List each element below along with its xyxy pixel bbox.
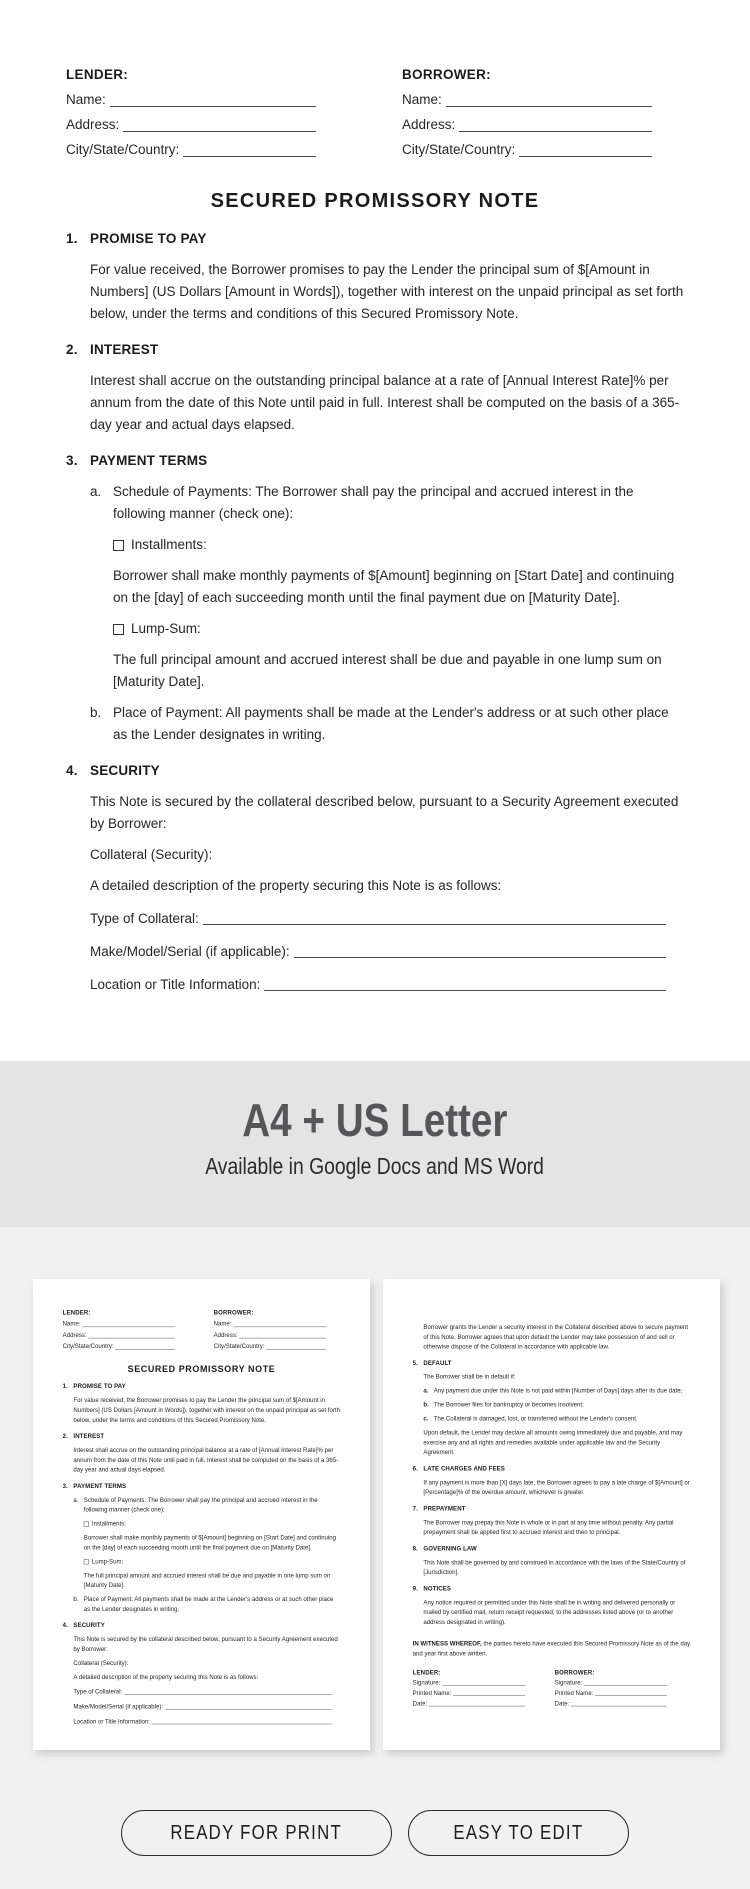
item-text: Place of Payment: All payments shall be made at the Lender's address or at such other place as the Lender designates in writing. [113,705,669,742]
address-blank-line[interactable] [459,112,652,132]
signature-blank-line[interactable] [442,1678,525,1686]
installments-body: Borrower shall make monthly payments of $[Amount] beginning on [Start Date] and continuing on the [day] of each succeeding month until the final payment due on [Maturity Date]. [83,1534,336,1551]
address-blank-line[interactable] [239,1329,326,1338]
lender-label: LENDER: [62,1309,91,1316]
section-number: 4. [62,1621,68,1629]
section-title: LATE CHARGES AND FEES [423,1465,505,1472]
section-number: 7. [412,1504,418,1512]
signature-blank-line[interactable] [584,1678,667,1686]
collateral-label: Collateral (Security): [73,1659,129,1667]
borrower-name-row [214,1318,326,1329]
item-text: Schedule of Payments: The Borrower shall pay the principal and accrued interest in the following manner (check one): [83,1496,318,1514]
lender-city-row [66,137,316,162]
lumpsum-body: The full principal amount and accrued interest shall be due and payable in one lump sum on [Maturity Date]. [83,1571,331,1589]
city-blank-line[interactable] [115,1341,175,1350]
item-letter: b. [423,1401,429,1408]
collateral-description: A detailed description of the property securing this Note is as follows: [90,878,502,893]
signature-blocks [413,1668,691,1709]
type-of-collateral-row [73,1687,332,1697]
make-model-serial-label: Make/Model/Serial (if applicable): [73,1703,164,1710]
witness-rest: the parties hereto have executed this Secured Promissory Note as of the day and year first above written. [412,1640,691,1657]
page-thumbnails [33,1279,720,1750]
borrower-label: BORROWER: [554,1668,595,1676]
section-title: INTEREST [73,1432,105,1440]
printed-name-label: Printed Name: [554,1689,594,1697]
document-title: SECURED PROMISSORY NOTE [127,1364,276,1375]
lender-address-row [63,1329,175,1340]
lender-name-row [66,87,316,112]
type-blank-line[interactable] [203,908,666,925]
lender-label: LENDER: [412,1668,441,1676]
date-label: Date: [412,1699,428,1707]
checkbox-icon[interactable] [84,1521,89,1526]
document-title: SECURED PROMISSORY NOTE [210,190,540,212]
section-8-heading [413,1544,691,1554]
section-title: GOVERNING LAW [423,1544,477,1552]
lumpsum-body: The full principal amount and accrued interest shall be due and payable in one lump sum on [Maturity Date]. [113,652,662,689]
date-blank-line[interactable] [571,1698,667,1706]
signature-label: Signature: [412,1679,441,1687]
checkbox-icon[interactable] [84,1559,89,1564]
item-text: Place of Payment: All payments shall be made at the Lender's address or at such other place as the Lender designates in writing. [83,1595,334,1613]
borrower-block [402,62,652,162]
schedule-of-payments-item [90,481,684,525]
location-title-row [73,1717,332,1727]
page2-thumbnail [383,1279,720,1750]
printed-name-row [413,1688,525,1698]
address-label: Address: [402,117,456,132]
borrower-city-row [402,137,652,162]
city-label: City/State/Country: [402,142,516,157]
city-blank-line[interactable] [183,137,316,157]
section-5-heading [413,1358,691,1368]
installments-option [113,534,684,556]
name-label: Name: [66,92,106,107]
banner-title: A4 + US Letter [242,1094,508,1146]
lender-city-row [63,1341,175,1352]
section-title: PROMISE TO PAY [73,1382,126,1390]
section-number: 1. [62,1382,68,1390]
default-item-c [423,1414,690,1424]
location-title-label: Location or Title Information: [90,977,261,992]
section-title: DEFAULT [423,1359,452,1367]
section-3-heading [66,450,684,472]
section-1-body: For value received, the Borrower promises to pay the Lender the principal sum of $[Amount in Numbers] (US Dollars [Amount in Words]), together with interest on the unpaid principal as set forth below, under the terms and conditions of this Secured Promissory Note. [90,262,684,321]
section-number: 1. [66,231,78,246]
item-letter: b. [90,705,102,720]
lender-signature-block [413,1668,525,1709]
address-label: Address: [66,117,120,132]
witness-clause [413,1639,691,1659]
section-title: INTEREST [90,342,159,357]
signature-row [413,1678,525,1688]
witness-bold: IN WITNESS WHEREOF, [412,1640,482,1647]
lender-address-row [66,112,316,137]
address-blank-line[interactable] [123,112,316,132]
type-of-collateral-row [90,908,666,930]
name-label: Name: [402,92,442,107]
section-4-body: This Note is secured by the collateral described below, pursuant to a Security Agreement executed by Borrower: [73,1635,338,1653]
location-title-label: Location or Title Information: [73,1717,150,1725]
section-title: NOTICES [423,1584,452,1592]
section-6-body: If any payment is more than [X] days late, the Borrower agrees to pay a late charge of $[Amount] or [Percentage]% of the overdue amount, whichever is greater. [423,1478,690,1496]
page1-content [33,1279,370,1727]
name-blank-line[interactable] [110,87,316,107]
make-model-serial-row [73,1702,332,1712]
lumpsum-option [113,618,684,640]
section-title: SECURITY [90,763,160,778]
collateral-description: A detailed description of the property securing this Note is as follows: [73,1673,259,1681]
printed-name-row [555,1688,667,1698]
footer-badges [0,1810,750,1856]
name-blank-line[interactable] [446,87,652,107]
section-6-heading [413,1464,691,1474]
installments-option [84,1519,341,1529]
section-7-heading [413,1504,691,1514]
section-number: 9. [412,1584,418,1592]
section-title: PREPAYMENT [423,1504,466,1512]
item-letter: c. [423,1415,429,1422]
borrower-city-row [214,1341,326,1352]
format-banner [0,1061,750,1227]
section-title: PAYMENT TERMS [90,453,208,468]
make-blank-line[interactable] [294,941,666,958]
city-blank-line[interactable] [266,1341,326,1350]
section-4-heading [63,1620,341,1630]
item-letter: a. [423,1387,429,1395]
type-of-collateral-label: Type of Collateral: [73,1688,123,1696]
default-item-a [423,1386,690,1396]
name-label: Name: [62,1320,81,1328]
address-blank-line[interactable] [88,1329,175,1338]
printed-name-blank-line[interactable] [453,1688,525,1696]
lender-block [63,1307,175,1352]
lender-block [66,62,316,162]
section-4-body: This Note is secured by the collateral described below, pursuant to a Security Agreement executed by Borrower: [90,794,679,831]
section-title: PROMISE TO PAY [90,231,207,246]
document-page-2 [383,1279,720,1749]
section-number: 2. [66,342,78,357]
banner-subtitle: Available in Google Docs and MS Word [205,1153,545,1179]
parties-header [63,1307,341,1352]
make-model-serial-row [90,941,666,963]
section-number: 6. [412,1465,418,1472]
section-2-heading [66,339,684,361]
item-letter: a. [90,484,102,499]
collateral-label: Collateral (Security): [90,847,213,862]
item-text: Schedule of Payments: The Borrower shall pay the principal and accrued interest in the following manner (check one): [113,484,634,521]
section-2-body: Interest shall accrue on the outstanding principal balance at a rate of [Annual Interest Rate]% per annum from the date of this Note until paid in full. Interest shall be computed on the basis of a 365-day year and actual days elapsed. [73,1446,339,1474]
item-text: Any payment due under this Note is not paid within [Number of Days] days after its due date; [433,1387,683,1395]
default-item-b [423,1400,690,1410]
section-1-heading [66,228,684,250]
installments-body: Borrower shall make monthly payments of $[Amount] beginning on [Start Date] and continuing on the [day] of each succeeding month until the final payment due on [Maturity Date]. [113,568,675,605]
location-blank-line[interactable] [152,1717,332,1725]
installments-label: Installments: [131,537,207,552]
parties-header [66,62,684,162]
lender-name-row [63,1318,175,1329]
name-label: Name: [213,1320,232,1328]
item-text: The Borrower files for bankruptcy or becomes insolvent; [433,1401,584,1408]
date-row [555,1698,667,1708]
section-number: 3. [66,453,78,468]
city-label: City/State/Country: [62,1342,114,1350]
section-title: PAYMENT TERMS [73,1482,127,1490]
lumpsum-option [84,1557,341,1567]
document-page-1 [33,1279,370,1749]
section-number: 4. [66,763,78,778]
name-blank-line[interactable] [233,1318,326,1327]
lender-label: LENDER: [66,67,129,82]
section-4-heading [66,760,684,782]
address-label: Address: [62,1331,87,1339]
borrower-signature-block [555,1668,667,1709]
section-1-heading [63,1381,341,1391]
page1-thumbnail [33,1279,370,1750]
section-2-heading [63,1431,341,1441]
page2-content [383,1279,720,1709]
borrower-label: BORROWER: [402,67,491,82]
lumpsum-label: Lump-Sum: [131,621,201,636]
address-label: Address: [213,1331,238,1339]
section-2-body: Interest shall accrue on the outstanding principal balance at a rate of [Annual Interest Rate]% per annum from the date of this Note until paid in full. Interest shall be computed on the basis of a 365-day year and actual days elapsed. [90,373,680,432]
date-label: Date: [554,1699,570,1707]
item-letter: b. [73,1595,79,1603]
section-title: SECURITY [73,1621,105,1629]
place-of-payment-item [73,1594,340,1614]
checkbox-icon[interactable] [113,624,124,635]
section-number: 8. [412,1544,418,1552]
section-1-body: For value received, the Borrower promises to pay the Lender the principal sum of $[Amount in Numbers] (US Dollars [Amount in Words]), together with interest on the unpaid principal as set forth below, under the terms and conditions of this Secured Promissory Note. [73,1396,340,1424]
date-row [413,1698,525,1708]
item-letter: a. [73,1496,79,1504]
place-of-payment-item [90,702,684,746]
make-blank-line[interactable] [165,1702,332,1710]
printed-name-blank-line[interactable] [595,1688,667,1696]
borrower-label: BORROWER: [213,1309,254,1316]
section-number: 2. [62,1432,68,1440]
type-of-collateral-label: Type of Collateral: [90,911,199,926]
installments-label: Installments: [91,1520,126,1528]
preview-section [0,1227,750,1889]
type-blank-line[interactable] [124,1687,332,1695]
security-intro: Borrower grants the Lender a security interest in the Collateral described above to secure payment of this Note. Borrower agrees that upon default the Lender may take possession of and sell or otherwise dispose of the Collateral in accordance with applicable law. [423,1323,689,1350]
signature-label: Signature: [554,1679,583,1687]
schedule-of-payments-item [73,1495,340,1515]
make-model-serial-label: Make/Model/Serial (if applicable): [90,944,290,959]
borrower-address-row [214,1329,326,1340]
city-blank-line[interactable] [519,137,652,157]
easy-to-edit-button[interactable]: EASY TO EDIT [408,1810,629,1856]
date-blank-line[interactable] [429,1698,525,1706]
borrower-block [214,1307,326,1352]
printed-name-label: Printed Name: [412,1689,452,1697]
location-title-row [90,974,666,996]
borrower-name-row [402,87,652,112]
section-9-body: Any notice required or permitted under this Note shall be in writing and delivered personally or mailed by certified mail, return receipt requested, to the addresses listed above (or to another address designated in writing). [423,1598,676,1626]
borrower-address-row [402,112,652,137]
location-blank-line[interactable] [264,974,666,991]
city-label: City/State/Country: [66,142,180,157]
section-number: 5. [412,1359,418,1367]
ready-for-print-button[interactable]: READY FOR PRINT [121,1810,391,1856]
city-label: City/State/Country: [213,1342,265,1350]
signature-row [555,1678,667,1688]
lumpsum-label: Lump-Sum: [91,1558,124,1565]
default-post: Upon default, the Lender may declare all amounts owing immediately due and payable, and may exercise any and all rights and remedies available under applicable law and the Security Agreement. [423,1429,683,1456]
section-9-heading [413,1584,691,1594]
name-blank-line[interactable] [82,1318,175,1327]
section-number: 3. [62,1482,68,1490]
section-3-heading [63,1481,341,1491]
item-text: The Collateral is damaged, lost, or transferred without the Lender's consent. [433,1415,638,1422]
section-7-body: The Borrower may prepay this Note in whole or in part at any time without penalty. Any partial prepayment shall be applied first to accrued interest and then to principal. [423,1518,674,1536]
section-8-body: This Note shall be governed by and construed in accordance with the laws of the State/Country of [Jurisdiction]. [423,1558,686,1576]
checkbox-icon[interactable] [113,540,124,551]
default-lead: The Borrower shall be in default if: [423,1373,516,1381]
